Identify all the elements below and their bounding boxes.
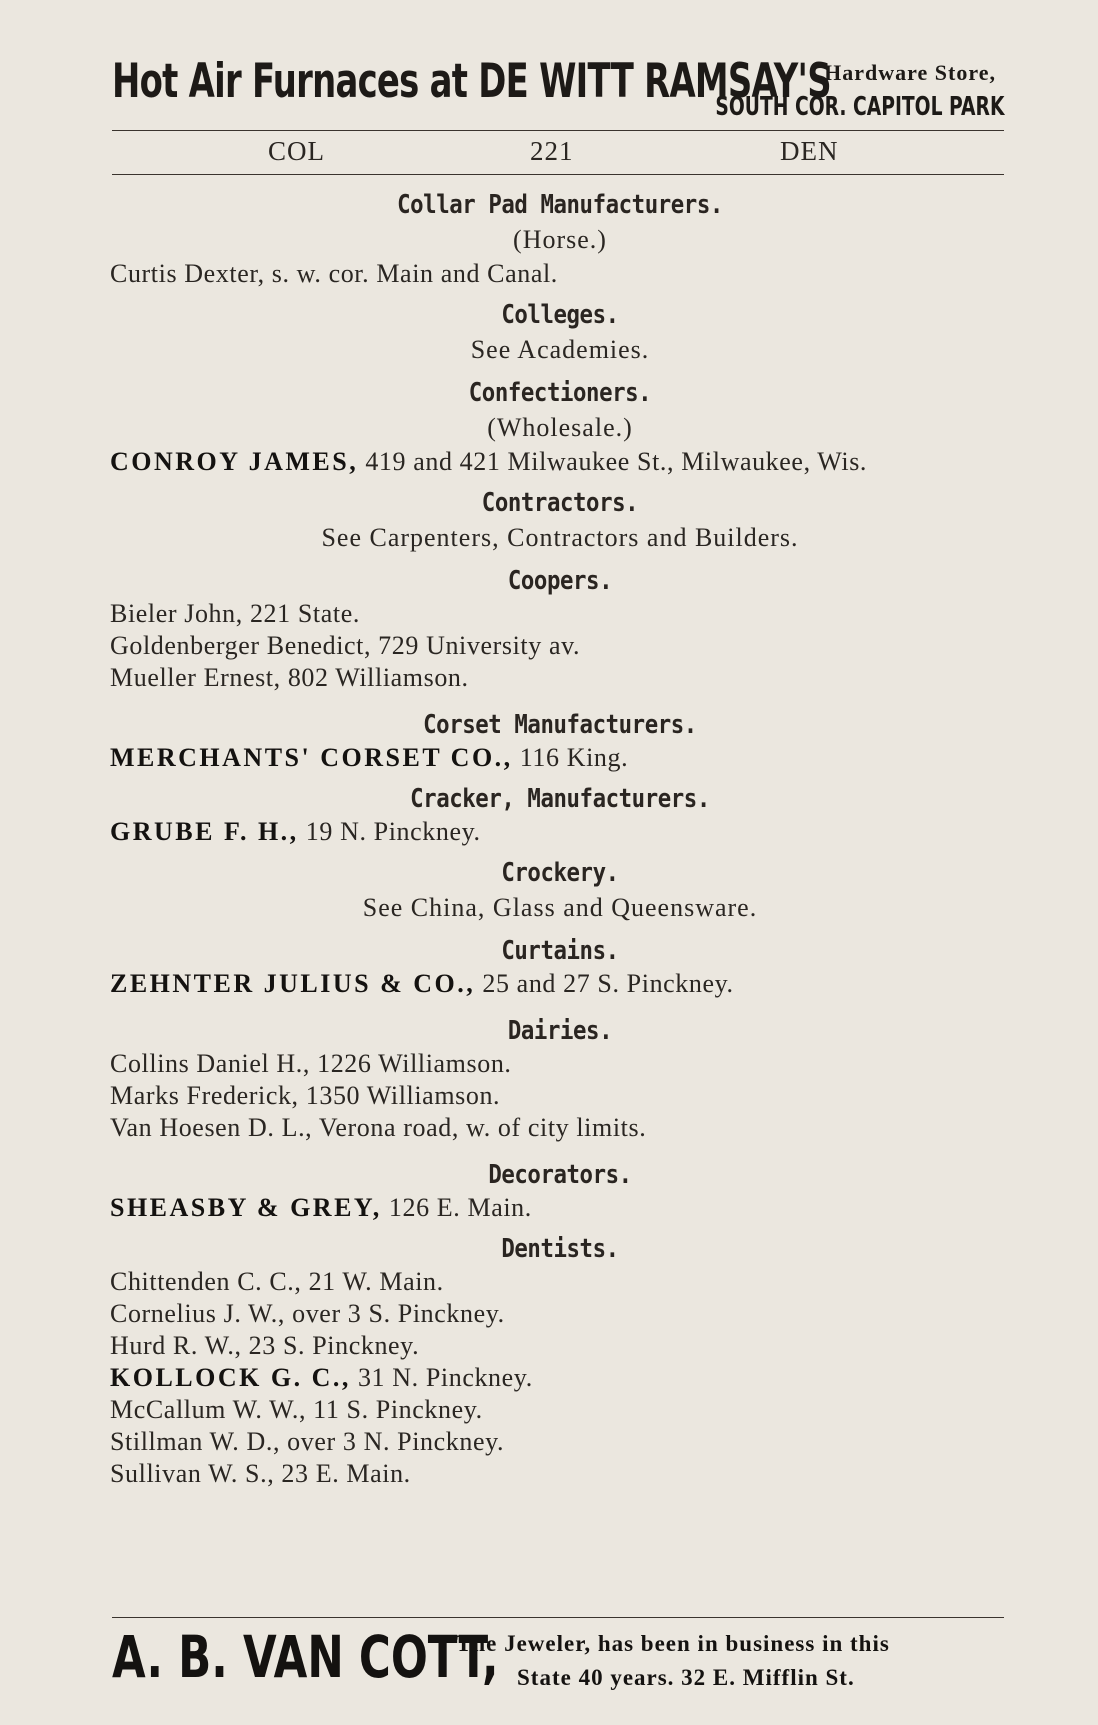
list-item [110, 1362, 1010, 1394]
list-item: McCallum W. W., 11 S. Pinckney. [110, 1395, 483, 1424]
list-item: Van Hoesen D. L., Verona road, w. of city limits. [110, 1113, 647, 1142]
ad-headline: Hot Air Furnaces at DE WITT RAMSAY'S [112, 54, 831, 109]
list-item: Mueller Ernest, 802 Williamson. [110, 663, 469, 692]
list-item [110, 742, 1010, 774]
business-name: MERCHANTS' CORSET CO., [110, 743, 513, 772]
business-address: 25 and 27 S. Pinckney. [475, 969, 734, 998]
section-heading: Contractors. [481, 488, 639, 518]
ad-location: SOUTH COR. CAPITOL PARK [714, 92, 1004, 122]
section-cross-reference: See Academies. [470, 335, 650, 364]
running-head [112, 136, 1004, 170]
header-rule-top [112, 130, 1004, 131]
business-address: 31 N. Pinckney. [350, 1363, 533, 1392]
directory-listing [110, 188, 1010, 1490]
section-heading: Crockery. [501, 858, 619, 888]
ad-text-line-1: The Jeweler, has been in business in this [456, 1631, 890, 1656]
section-heading: Colleges. [501, 300, 619, 330]
list-item: Bieler John, 221 State. [110, 599, 360, 628]
list-item: Sullivan W. S., 23 E. Main. [110, 1459, 411, 1488]
list-item [110, 816, 1010, 848]
business-address: 126 E. Main. [381, 1193, 532, 1222]
section-subheading: (Horse.) [513, 225, 607, 254]
section-heading: Collar Pad Manufacturers. [397, 190, 723, 220]
header-rule-bottom [112, 174, 1004, 175]
list-item: Hurd R. W., 23 S. Pinckney. [110, 1331, 420, 1360]
section-heading: Confectioners. [468, 378, 652, 408]
section-heading: Coopers. [507, 566, 613, 596]
section-heading: Decorators. [488, 1160, 632, 1190]
section-cross-reference: See China, Glass and Queensware. [362, 893, 758, 922]
business-address: 419 and 421 Milwaukee St., Milwaukee, Wis. [358, 447, 868, 476]
footer-rule [112, 1617, 1004, 1618]
business-name: KOLLOCK G. C., [110, 1363, 351, 1392]
running-head-right: DEN [780, 136, 839, 166]
section-heading: Cracker, Manufacturers. [410, 784, 710, 814]
list-item [110, 968, 1010, 1000]
page-number: 221 [530, 136, 574, 166]
list-item [110, 1192, 1010, 1224]
list-item: Chittenden C. C., 21 W. Main. [110, 1267, 444, 1296]
business-address: 116 King. [512, 743, 629, 772]
ad-headline: A. B. VAN COTT, [112, 1623, 499, 1691]
ad-text-line-2: State 40 years. 32 E. Mifflin St. [517, 1665, 855, 1690]
section-heading: Corset Manufacturers. [423, 710, 697, 740]
business-address: 19 N. Pinckney. [298, 817, 481, 846]
list-item: Cornelius J. W., over 3 S. Pinckney. [110, 1299, 505, 1328]
list-item [110, 446, 1010, 478]
header-advertisement [112, 54, 1004, 126]
business-name: SHEASBY & GREY, [110, 1193, 382, 1222]
section-heading: Curtains. [501, 936, 619, 966]
business-name: GRUBE F. H., [110, 817, 299, 846]
section-subheading: (Wholesale.) [487, 413, 633, 442]
list-item: Goldenberger Benedict, 729 University av. [110, 631, 581, 660]
list-item: Curtis Dexter, s. w. cor. Main and Canal. [110, 259, 558, 288]
list-item: Collins Daniel H., 1226 Williamson. [110, 1049, 512, 1078]
section-heading: Dentists. [501, 1234, 619, 1264]
section-cross-reference: See Carpenters, Contractors and Builders. [321, 523, 799, 552]
business-name: ZEHNTER JULIUS & CO., [110, 969, 476, 998]
ad-store-label: Hardware Store, [824, 60, 996, 85]
footer-advertisement [112, 1623, 1004, 1703]
running-head-left: COL [268, 136, 325, 166]
list-item: Stillman W. D., over 3 N. Pinckney. [110, 1427, 505, 1456]
business-name: CONROY JAMES, [110, 447, 359, 476]
list-item: Marks Frederick, 1350 Williamson. [110, 1081, 501, 1110]
section-heading: Dairies. [507, 1016, 613, 1046]
